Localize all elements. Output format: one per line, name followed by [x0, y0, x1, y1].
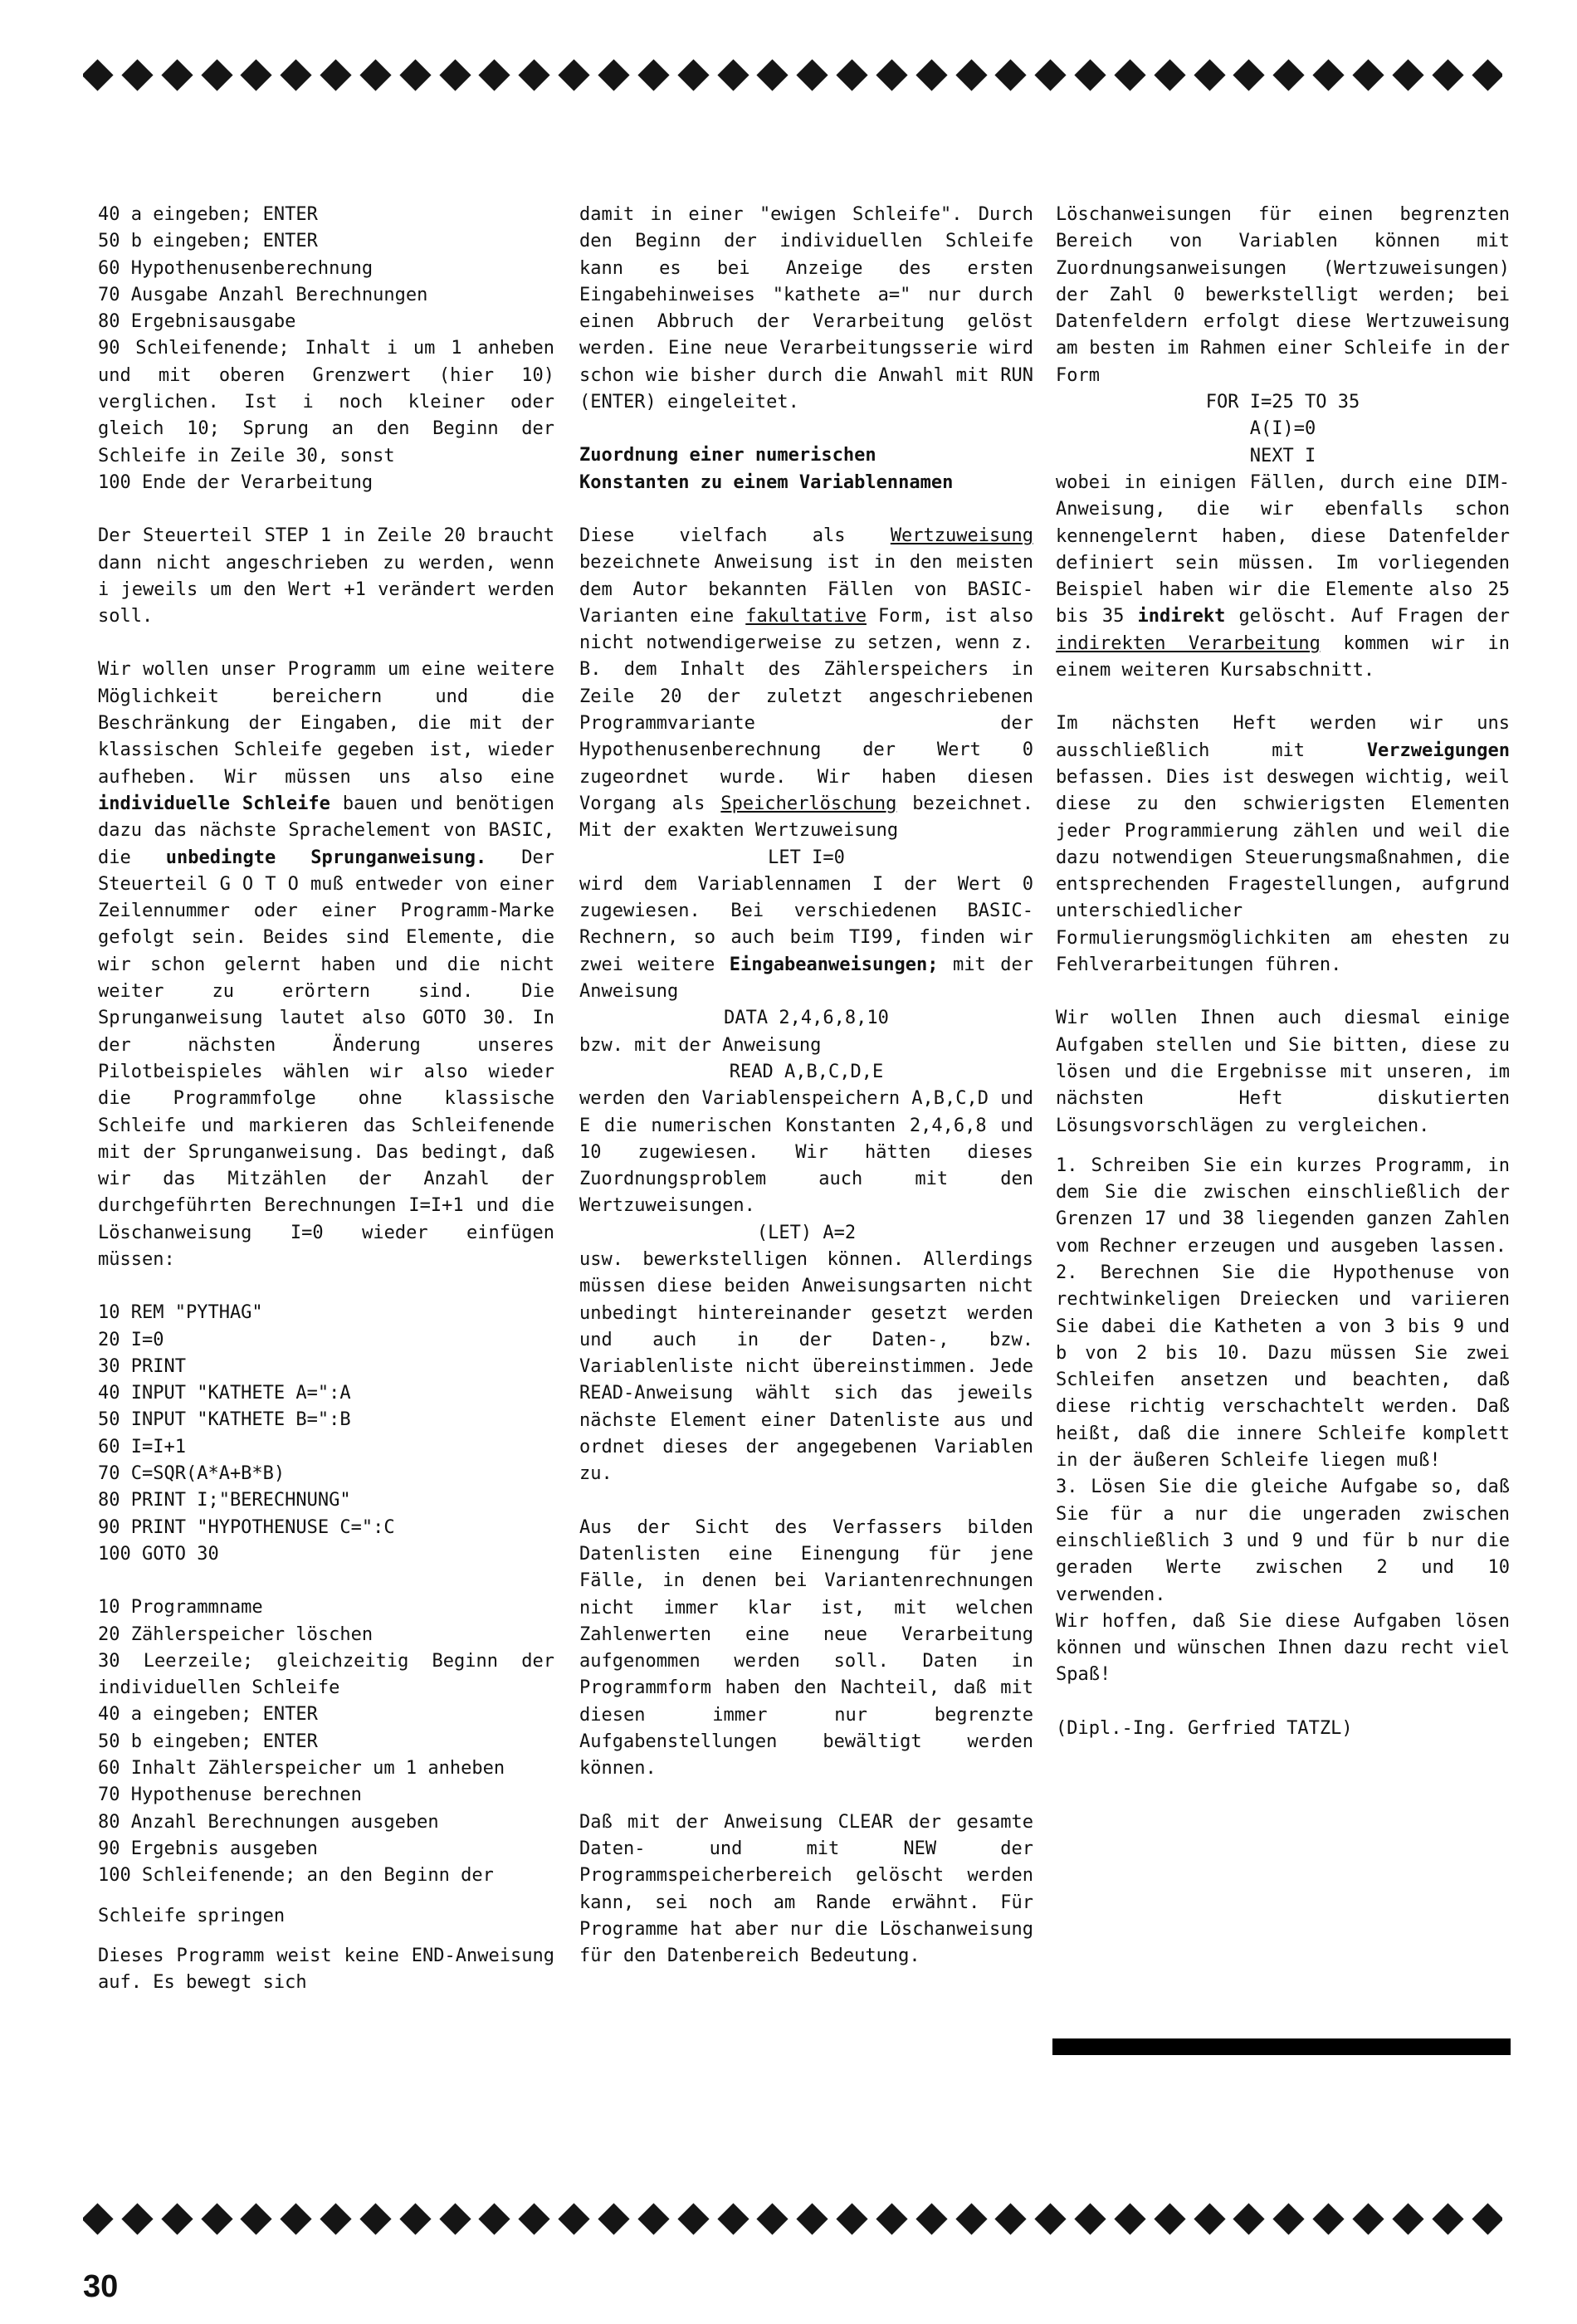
diamond-ornament: [1273, 59, 1305, 90]
paragraph-dim: wobei in einigen Fällen, durch eine DIM-Anweisung, die wir ebenfalls schon kennengelernt haben, diese Datenfelder definiert sein müssen. Im vorliegenden Beispiel haben wir die Elemente also 25 bis 35 indirekt gelöscht. Auf Fragen der indirekten Verarbeitung kommen wir in einem weiteren Kursabschnitt.: [1056, 471, 1510, 681]
diamond-ornament: [519, 59, 550, 90]
diamond-ornament: [1075, 59, 1106, 90]
diamond-ornament: [83, 59, 114, 90]
diamond-ornament: [439, 59, 471, 90]
diamond-ornament: [1035, 59, 1067, 90]
diamond-ornament: [1114, 59, 1145, 90]
closing-paragraph: Wir hoffen, daß Sie diese Aufgaben lösen können und wünschen Ihnen dazu recht viel Spaß!: [1056, 1610, 1510, 1686]
diamond-ornament: [201, 2203, 232, 2234]
code-line: 70 C=SQR(A*A+B*B): [98, 1463, 286, 1485]
code-let: LET I=0: [768, 847, 845, 868]
diamond-ornament: [1233, 59, 1265, 90]
diamond-ornament: [876, 2203, 907, 2234]
diamond-ornament: [1114, 2203, 1145, 2234]
diamond-ornament: [1273, 2203, 1305, 2234]
diamond-ornament: [479, 59, 510, 90]
page-number: 30: [83, 2269, 119, 2304]
diamond-ornament: [439, 2203, 471, 2234]
paragraph-clear: Daß mit der Anweisung CLEAR der gesamte Daten- und mit NEW der Programmspeicherbereich gelöscht werden kann, sei noch am Rande erwähnt. Für Programme hat aber nur die Löschanweisung für den Datenbereich Bedeutung.: [579, 1811, 1033, 1967]
diamond-ornament: [161, 2203, 193, 2234]
list-item: 40 a eingeben; ENTER: [98, 204, 318, 225]
diamond-ornament: [1392, 59, 1423, 90]
diamond-ornament: [955, 59, 987, 90]
diamond-ornament: [717, 2203, 749, 2234]
code-line: 100 GOTO 30: [98, 1543, 219, 1565]
diamond-ornament: [1035, 2203, 1067, 2234]
code-line: 20 I=0: [98, 1329, 164, 1350]
list-item: 60 Hypothenusenberechnung: [98, 257, 374, 279]
paragraph-usw: usw. bewerkstelligen können. Allerdings müssen diese beiden Anweisungsarten nicht unbedingt hintereinander gesetzt werden und auch in der Daten-, bzw. Variablenliste nicht übereinstimmen. Jede READ-Anweisung wählt sich das jeweils nächste Element einer Datenliste aus und ordnet dieses der angegebenen Variablen zu.: [579, 1248, 1033, 1485]
diamond-ornament: [915, 59, 947, 90]
list-item: 10 Programmname: [98, 1597, 263, 1618]
diamond-ornament: [359, 2203, 391, 2234]
diamond-ornament: [559, 2203, 590, 2234]
diamond-ornament: [598, 59, 629, 90]
paragraph-loeschanweisungen: Löschanweisungen für einen begrenzten Bereich von Variablen können mit Zuordnungsanweisungen (Wertzuweisungen) der Zahl 0 bewerkstelligt werden; bei Datenfeldern erfolgt diese Wertzuweisung am besten im Rahmen einer Schleife in der Form: [1056, 204, 1510, 386]
section-heading: Zuordnung einer numerischen Konstanten zu einem Variablennamen: [579, 445, 954, 493]
list-item: 80 Ergebnisausgabe: [98, 311, 296, 333]
task-2: 2. Berechnen Sie die Hypothenuse von rechtwinkeligen Dreiecken und variieren Sie dabei die Katheten a von 3 bis 9 und b von 2 bis 10. Dazu müssen Sie zwei Schleifen ansetzen und beachten, daß diese richtig verschachtelt werden. Daß heißt, daß die innere Schleife komplett in der äußeren Schleife liegen muß!: [1056, 1262, 1510, 1472]
diamond-ornament: [757, 59, 788, 90]
code-let-a: (LET) A=2: [756, 1222, 857, 1243]
diamond-ornament: [797, 59, 828, 90]
list-item: 70 Hypothenuse berechnen: [98, 1784, 362, 1806]
diamond-ornament: [598, 2203, 629, 2234]
paragraph-wertzuweisung: Diese vielfach als Wertzuweisung bezeichnete Anweisung ist in den meisten dem Autor bekannten Fällen von BASIC-Varianten eine fakultative Form, ist also nicht notwendigerweise zu setzen, wenn z. B. dem Inhalt des Zählerspeichers in Zeile 20 der zuletzt angeschriebenen Programmvariante der Hypothenusenberechnung der Wert 0 zugeordnet wurde. Wir haben diesen Vorgang als Speicherlöschung bezeichnet. Mit der exakten Wertzuweisung: [579, 525, 1033, 842]
diamond-ornament: [1154, 59, 1185, 90]
diamond-ornament: [1313, 59, 1345, 90]
paragraph-goto: Wir wollen unser Programm um eine weitere Möglichkeit bereichern und die Beschränkung der Eingaben, die mit der klassischen Schleife gegeben ist, wieder aufheben. Wir müssen uns also eine individuelle Schleife bauen und benötigen dazu das nächste Sprachelement von BASIC, die unbedingte Sprunganweisung. Der Steuerteil G O T O muß entweder von einer Zeilennummer oder einer Programm-Marke gefolgt sein. Beides sind Elemente, die wir schon gelernt haben und die nicht weiter zu erörtern sind. Die Sprunganweisung lautet also GOTO 30. In der nächsten Änderung unseres Pilotbeispieles wählen wir also wieder die Programmfolge ohne klassische Schleife und markieren das Schleifenende mit der Sprunganweisung. Das bedingt, daß wir das Mitzählen der Anzahl der durchgeführten Berechnungen I=I+1 und die Löschanweisung I=0 wieder einfügen müssen:: [98, 659, 555, 1270]
diamond-ornament: [241, 2203, 272, 2234]
diamond-ornament: [1352, 2203, 1384, 2234]
diamond-ornament: [1233, 2203, 1265, 2234]
paragraph-sicht: Aus der Sicht des Verfassers bilden Datenlisten eine Einengung für jene Fälle, in denen bei Variantenrechnungen nicht immer klar ist, mit welchen Zahlenwerten eine neue Verarbeitung aufgenommen werden soll. Daten in Programmform haben den Nachteil, daß mit diesen immer nur begrenzte Aufgabenstellungen bewältigt werden können.: [579, 1516, 1033, 1780]
list-item: 100 Schleifenende; an den Beginn der: [98, 1865, 494, 1887]
diamond-ornament: [1194, 59, 1225, 90]
diamond-ornament: [201, 59, 232, 90]
diamond-ornament: [995, 2203, 1027, 2234]
diamond-ornament: [1472, 59, 1502, 90]
code-line: 80 PRINT I;"BERECHNUNG": [98, 1490, 351, 1511]
diamond-ornament: [1392, 2203, 1423, 2234]
diamond-ornament: [717, 59, 749, 90]
diamond-ornament: [637, 2203, 669, 2234]
diamond-ornament: [677, 59, 709, 90]
paragraph-let: wird dem Variablennamen I der Wert 0 zugewiesen. Bei verschiedenen BASIC-Rechnern, so auch beim TI99, finden wir zwei weitere Eingabeanweisungen; mit der Anweisung: [579, 873, 1033, 1003]
column-1: [98, 202, 554, 1996]
divider-bar: [1052, 2038, 1511, 2055]
diamond-ornament: [1075, 2203, 1106, 2234]
code-data: DATA 2,4,6,8,10: [724, 1008, 889, 1029]
diamond-ornament: [559, 59, 590, 90]
diamond-ornament: [241, 59, 272, 90]
list-item: 70 Ausgabe Anzahl Berechnungen: [98, 284, 428, 305]
diamond-ornament: [836, 2203, 867, 2234]
diamond-ornament: [955, 2203, 987, 2234]
code-line: 50 INPUT "KATHETE B=":B: [98, 1409, 351, 1431]
code-loop: [1056, 389, 1510, 470]
column-3: [1056, 202, 1510, 1742]
code-line: FOR I=25 TO 35: [1205, 392, 1360, 413]
list-item: Schleife springen: [98, 1905, 286, 1926]
diamond-ornament: [1313, 2203, 1345, 2234]
code-line: 30 PRINT: [98, 1355, 186, 1377]
diamond-ornament: [1432, 59, 1463, 90]
diamond-ornament: [1472, 2203, 1502, 2234]
list-item: 90 Schleifenende; Inhalt i um 1 anheben und mit oberen Grenzwert (hier 10) verglichen. Ist i noch kleiner oder gleich 10; Sprung an den Beginn der Schleife in Zeile 30, sonst: [98, 338, 554, 466]
diamond-ornament: [320, 59, 351, 90]
diamond-ornament: [121, 59, 153, 90]
diamond-ornament: [399, 59, 431, 90]
column-2: [579, 202, 1033, 1970]
diamond-ornament: [320, 2203, 351, 2234]
diamond-ornament: [83, 2203, 114, 2234]
explanation-list-1: [98, 202, 554, 496]
author-signature: (Dipl.-Ing. Gerfried TATZL): [1056, 1717, 1353, 1739]
diamond-ornament: [281, 2203, 312, 2234]
diamond-ornament: [915, 2203, 947, 2234]
diamond-ornament: [836, 59, 867, 90]
list-item: 90 Ergebnis ausgeben: [98, 1838, 318, 1859]
list-item: 60 Inhalt Zählerspeicher um 1 anheben: [98, 1758, 505, 1780]
diamond-ornament: [757, 2203, 788, 2234]
diamond-ornament: [677, 2203, 709, 2234]
text-bzw: bzw. mit der Anweisung: [579, 1034, 822, 1056]
code-read: READ A,B,C,D,E: [729, 1061, 884, 1082]
top-diamond-border: [83, 54, 1502, 95]
code-line: 90 PRINT "HYPOTHENUSE C=":C: [98, 1516, 395, 1538]
diamond-ornament: [637, 59, 669, 90]
diamond-ornament: [797, 2203, 828, 2234]
code-line: A(I)=0: [1249, 418, 1316, 440]
diamond-ornament: [519, 2203, 550, 2234]
list-item: 20 Zählerspeicher löschen: [98, 1623, 374, 1645]
list-item: 100 Ende der Verarbeitung: [98, 471, 374, 493]
code-line: 10 REM "PYTHAG": [98, 1302, 263, 1324]
paragraph-read: werden den Variablenspeichern A,B,C,D und E die numerischen Konstanten 2,4,6,8 und 10 zugewiesen. Wir hätten dieses Zuordnungsproblem auch mit den Wertzuweisungen.: [579, 1088, 1033, 1217]
explanation-list-2: [98, 1594, 554, 1930]
paragraph-step: Der Steuerteil STEP 1 in Zeile 20 braucht dann nicht angeschrieben zu werden, wenn i jeweils um den Wert +1 verändert werden soll.: [98, 525, 554, 627]
diamond-ornament: [161, 59, 193, 90]
diamond-ornament: [1154, 2203, 1185, 2234]
diamond-ornament: [359, 59, 391, 90]
diamond-ornament: [479, 2203, 510, 2234]
diamond-ornament: [995, 59, 1027, 90]
diamond-ornament: [1352, 59, 1384, 90]
paragraph-tasks-intro: Wir wollen Ihnen auch diesmal einige Aufgaben stellen und Sie bitten, diese zu lösen und die Ergebnisse mit unseren, im nächsten Heft diskutierten Lösungsvorschlägen zu vergleichen.: [1056, 1008, 1510, 1136]
list-item: 50 b eingeben; ENTER: [98, 1731, 318, 1752]
bottom-diamond-border: [83, 2198, 1502, 2239]
code-line: 40 INPUT "KATHETE A=":A: [98, 1383, 351, 1404]
diamond-ornament: [121, 2203, 153, 2234]
paragraph-next-issue: Im nächsten Heft werden wir uns ausschließlich mit Verzweigungen befassen. Dies ist deswegen wichtig, weil diese zu den schwierigsten Elementen jeder Programmierung zählen und weil die dazu notwendigen Steuerungsmaßnahmen, die entsprechenden Fragestellungen, aufgrund unterschiedlicher Formulierungsmöglichkiten am ehesten zu Fehlverarbeitungen führen.: [1056, 713, 1510, 976]
list-item: 30 Leerzeile; gleichzeitig Beginn der individuellen Schleife: [98, 1650, 554, 1699]
paragraph-end: Dieses Programm weist keine END-Anweisung auf. Es bewegt sich: [98, 1945, 554, 1994]
list-item: 50 b eingeben; ENTER: [98, 231, 318, 252]
diamond-ornament: [876, 59, 907, 90]
code-line: NEXT I: [1249, 445, 1316, 466]
code-listing-pythag: [98, 1300, 554, 1568]
task-1: 1. Schreiben Sie ein kurzes Programm, in dem Sie die zwischen einschließlich der Grenzen 17 und 38 liegenden ganzen Zahlen vom Rechner erzeugen und ausgeben lassen.: [1056, 1155, 1510, 1257]
code-line: 60 I=I+1: [98, 1436, 186, 1457]
diamond-ornament: [1194, 2203, 1225, 2234]
list-item: 80 Anzahl Berechnungen ausgeben: [98, 1811, 439, 1833]
task-3: 3. Lösen Sie die gleiche Aufgabe so, daß Sie für a nur die ungeraden zwischen einschließlich 3 und 9 und für b nur die geraden Werte zwischen 2 und 10 verwenden.: [1056, 1477, 1510, 1605]
diamond-ornament: [1432, 2203, 1463, 2234]
paragraph-continuation: damit in einer "ewigen Schleife". Durch den Beginn der individuellen Schleife kann es bei Anzeige des ersten Eingabehinweises "kathete a=" nur durch einen Abbruch der Verarbeitung gelöst werden. Eine neue Verarbeitungsserie wird schon wie bisher durch die Anwahl mit RUN (ENTER) eingeleitet.: [579, 204, 1033, 413]
list-item: 40 a eingeben; ENTER: [98, 1704, 318, 1726]
diamond-ornament: [399, 2203, 431, 2234]
diamond-ornament: [281, 59, 312, 90]
